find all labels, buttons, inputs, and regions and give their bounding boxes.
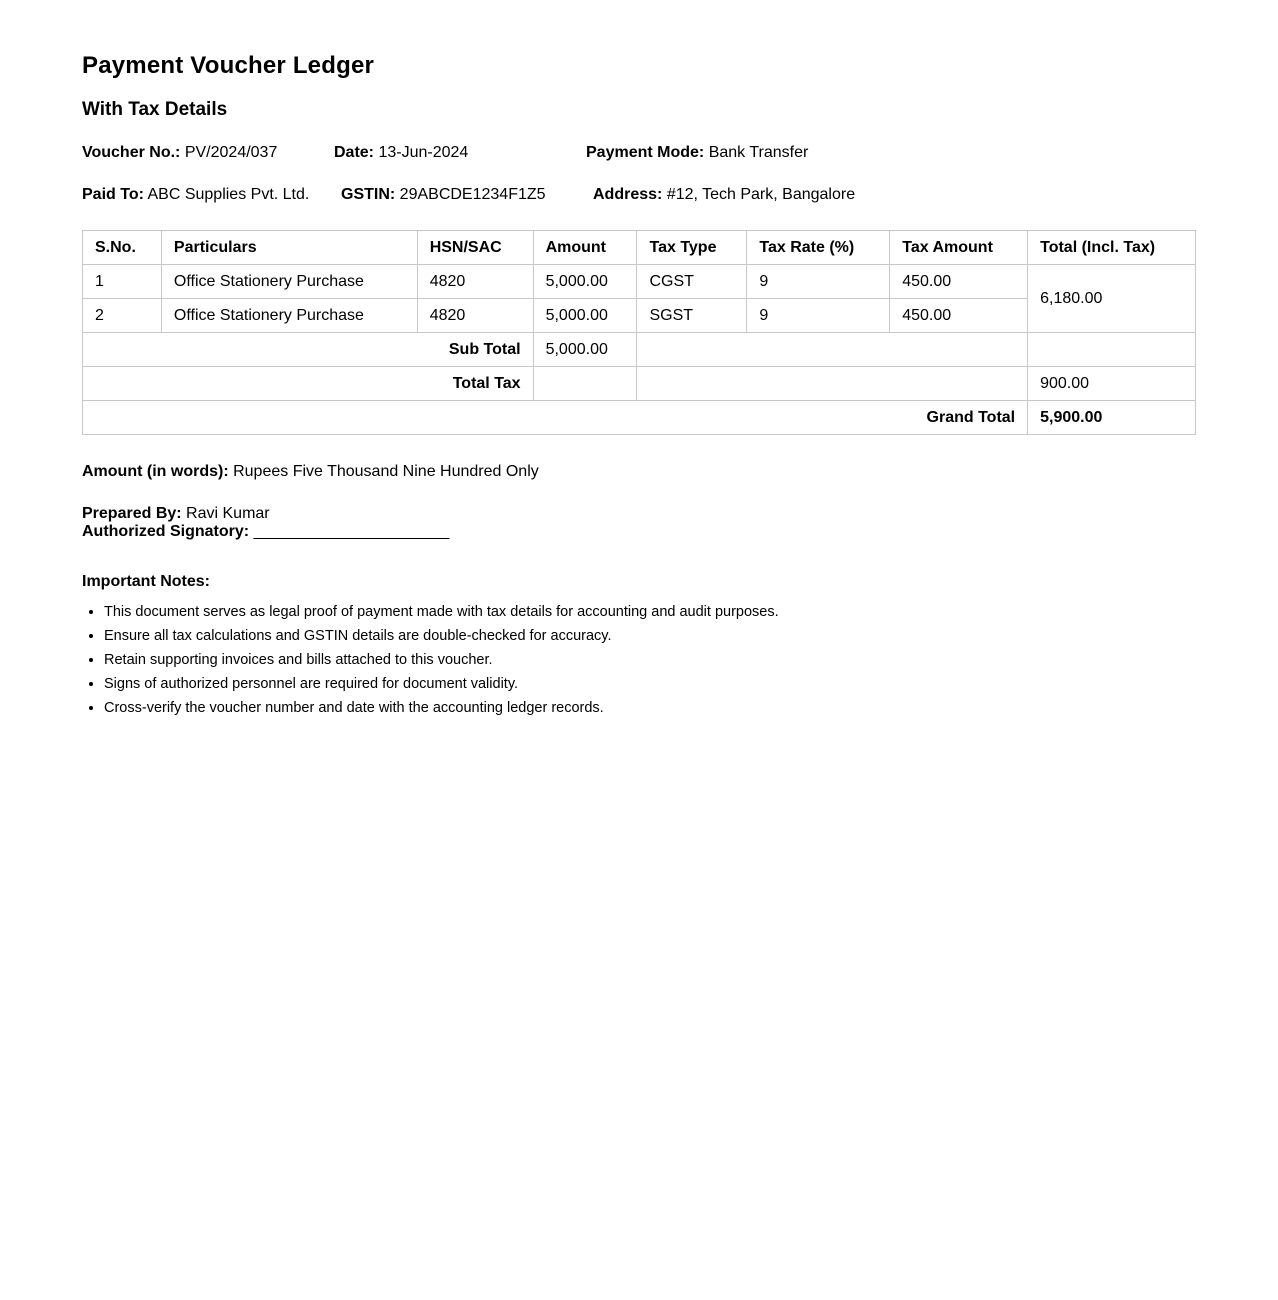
gstin-value: 29ABCDE1234F1Z5 [399, 186, 546, 203]
column-header-hsn: HSN/SAC [417, 231, 533, 265]
voucher-date [334, 144, 468, 162]
paid-to [82, 186, 309, 204]
gstin [341, 186, 546, 204]
column-header-tax-rate: Tax Rate (%) [747, 231, 890, 265]
prepared-by-value: Ravi Kumar [186, 505, 270, 522]
cell-hsn: 4820 [417, 265, 533, 299]
gstin-label: GSTIN: [341, 186, 396, 203]
cell-tax-amount: 450.00 [890, 265, 1028, 299]
table-row [83, 265, 1196, 299]
address-value: #12, Tech Park, Bangalore [666, 186, 856, 203]
column-header-total: Total (Incl. Tax) [1028, 231, 1196, 265]
cell-tax-rate: 9 [747, 299, 890, 333]
payee-meta-row [82, 186, 1196, 208]
document-title: Payment Voucher Ledger [82, 52, 375, 79]
cell-particulars: Office Stationery Purchase [161, 299, 417, 333]
cell-total-incl-tax: 6,180.00 [1028, 265, 1196, 333]
column-header-tax-amount: Tax Amount [890, 231, 1028, 265]
cell-tax-rate: 9 [747, 265, 890, 299]
list-item: • Cross-verify the voucher number and date with the accounting ledger records. [104, 696, 779, 720]
address [593, 186, 855, 204]
total-tax-value: 900.00 [1028, 367, 1196, 401]
authorized-signatory [82, 523, 449, 541]
prepared-by-label: Prepared By: [82, 505, 182, 522]
total-tax-empty-cell [533, 367, 637, 401]
cell-tax-type: SGST [637, 299, 747, 333]
authorized-signatory-label: Authorized Signatory: [82, 523, 250, 540]
paid-to-value: ABC Supplies Pvt. Ltd. [147, 186, 310, 203]
cell-particulars: Office Stationery Purchase [161, 265, 417, 299]
total-tax-empty-span [637, 367, 1028, 401]
cell-amount: 5,000.00 [533, 299, 637, 333]
voucher-number-value: PV/2024/037 [184, 144, 278, 161]
notes-list [82, 600, 779, 720]
cell-amount: 5,000.00 [533, 265, 637, 299]
grand-total-value: 5,900.00 [1028, 401, 1196, 435]
grand-total-label: Grand Total [83, 401, 1028, 435]
notes-title: Important Notes: [82, 573, 210, 590]
prepared-by [82, 505, 449, 523]
column-header-particulars: Particulars [161, 231, 417, 265]
amount-in-words-label: Amount (in words): [82, 463, 229, 480]
amount-in-words-value: Rupees Five Thousand Nine Hundred Only [233, 463, 539, 480]
grand-total-row [83, 401, 1196, 435]
column-header-amount: Amount [533, 231, 637, 265]
subtotal-row [83, 333, 1196, 367]
payment-mode [586, 144, 808, 162]
list-item: • Ensure all tax calculations and GSTIN details are double-checked for accuracy. [104, 624, 779, 648]
list-item: • Retain supporting invoices and bills attached to this voucher. [104, 648, 779, 672]
cell-tax-amount: 450.00 [890, 299, 1028, 333]
subtotal-value: 5,000.00 [533, 333, 637, 367]
amount-in-words [82, 463, 539, 481]
ledger-table [82, 230, 1196, 435]
voucher-meta-row [82, 144, 1196, 166]
list-item: • This document serves as legal proof of payment made with tax details for accounting and audit purposes. [104, 600, 779, 624]
cell-sno: 2 [83, 299, 162, 333]
voucher-number [82, 144, 277, 162]
column-header-sno: S.No. [83, 231, 162, 265]
signature-line: ______________________ [253, 523, 450, 540]
address-label: Address: [593, 186, 663, 203]
total-tax-label: Total Tax [83, 367, 534, 401]
column-header-tax-type: Tax Type [637, 231, 747, 265]
voucher-date-value: 13-Jun-2024 [378, 144, 469, 161]
payment-mode-value: Bank Transfer [708, 144, 809, 161]
cell-sno: 1 [83, 265, 162, 299]
cell-tax-type: CGST [637, 265, 747, 299]
subtotal-total-empty-cell [1028, 333, 1196, 367]
cell-hsn: 4820 [417, 299, 533, 333]
voucher-date-label: Date: [334, 144, 375, 161]
voucher-number-label: Voucher No.: [82, 144, 181, 161]
signature-block [82, 505, 449, 541]
list-item: • Signs of authorized personnel are required for document validity. [104, 672, 779, 696]
paid-to-label: Paid To: [82, 186, 144, 203]
document-subtitle: With Tax Details [82, 99, 228, 120]
subtotal-label: Sub Total [83, 333, 534, 367]
payment-mode-label: Payment Mode: [586, 144, 705, 161]
table-header-row [83, 231, 1196, 265]
subtotal-empty-cell [637, 333, 1028, 367]
total-tax-row [83, 367, 1196, 401]
